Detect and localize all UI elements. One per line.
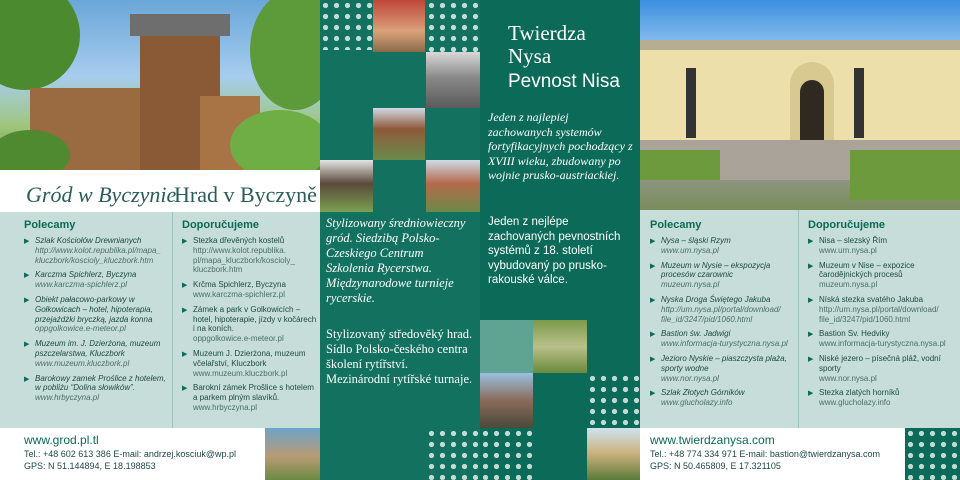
tournament-photo-small: [265, 428, 320, 480]
fortress-photo: [640, 0, 960, 210]
list-item: ▶ Muzeum J. Dzierżona, muzeum včelařství, Kluczbork www.muzeum.kluczbork.pl: [182, 349, 318, 378]
middle-right-text-pl: Jeden z najlepiej zachowanych systemów fortyfikacyjnych pochodzący z XVIII wieku, zbudowany po wojnie prusko-austriackiej.: [488, 110, 633, 183]
list-item: ▶ Krčma Spichlerz, Byczyna www.karczma-spichlerz.pl: [182, 280, 318, 300]
right-pl-list: [650, 236, 796, 413]
list-item: ▶ Nysa – śląski Rzym www.um.nysa.pl: [650, 236, 796, 256]
right-footer-contact: Tel.: +48 774 334 971 E-mail: bastion@twierdzanysa.com: [650, 449, 881, 459]
list-item: ▶ Stezka dřevěných kostelů http://www.kolot.republika. pl/mapa_kluczbork/koscioly_ kluczbork.htm: [182, 236, 318, 275]
right-divider: [798, 210, 799, 428]
castle-photo: [0, 0, 320, 170]
list-item: ▶ Barokowy zamek Proślice z hotelem, w pobliżu “Dolina słowików”. www.hrbyczyna.pl: [24, 374, 170, 403]
dot-pattern: [320, 0, 372, 50]
wooden-church-photo: [373, 108, 425, 160]
list-item: ▶ Níská stezka svatého Jakuba http://um.nysa.pl/portal/download/ file_id/3247/pid/1060.html: [808, 295, 956, 324]
palace-photo: [426, 160, 480, 212]
dot-pattern: [587, 373, 640, 428]
middle-left-text-cz: Stylizovaný středověký hrad. Sídlo Polsko-českého centra školení rytířství. Mezinárodní rytířské turnaje.: [326, 327, 473, 386]
right-cz-header: Doporučujeme: [808, 219, 886, 231]
list-item: ▶ Nyska Droga Świętego Jakuba http://um.nysa.pl/portal/download/ file_id/3247/pid/1060.html: [650, 295, 796, 324]
dot-pattern: [480, 428, 533, 480]
knights-photo: [373, 0, 425, 52]
list-item: ▶ Jezioro Nyskie – piaszczysta plaża, sporty wodne www.nor.nysa.pl: [650, 354, 796, 383]
left-pl-header: Polecamy: [24, 219, 76, 231]
list-item: ▶ Zámek a park v Golkowicích – hotel, hipoterapie, jízdy v kočárech i na koních. oppgolkowice.e-meteor.pl: [182, 305, 318, 344]
list-item: ▶ Muzeum v Nise – expozice čarodějnických procesů muzeum.nysa.pl: [808, 261, 956, 290]
list-item: ▶ Obiekt pałacowo-parkowy w Gołkowicach – hotel, hipoterapia, przejażdżki bryczką, jazda konna oppgolkowice.e-meteor.pl: [24, 295, 170, 334]
list-item: ▶ Muzeum im. J. Dzierżona, muzeum pszczelarstwa, Kluczbork www.muzeum.kluczbork.pl: [24, 339, 170, 368]
dot-pattern: [905, 428, 960, 480]
ceremony-photo: [426, 52, 480, 108]
list-item: ▶ Szlak Złotych Górników www.glucholazy.info: [650, 388, 796, 408]
right-footer-gps: GPS: N 50.465809, E 17.321105: [650, 461, 781, 471]
dot-pattern: [426, 428, 480, 480]
left-divider: [172, 212, 173, 428]
right-cz-list: [808, 236, 956, 413]
reenactment-photo: [587, 428, 640, 480]
left-footer-gps: GPS: N 51.144894, E 18.198853: [24, 461, 156, 471]
list-item: ▶ Nisa – slezský Řím www.um.nysa.pl: [808, 236, 956, 256]
left-pl-list: [24, 236, 170, 408]
left-footer-url[interactable]: www.grod.pl.tl: [24, 433, 99, 447]
crowd-photo: [480, 373, 533, 428]
middle-right-text-cz: Jeden z nejlépe zachovaných pevnostních systémů z 18. století vybudovaný po prusko-rakouské válce.: [488, 216, 621, 287]
list-item: ▶ Bastion Sv. Hedviky www.informacja-turystyczna.nysa.pl: [808, 329, 956, 349]
list-item: ▶ Szlak Kościołów Drewnianych http://www.kolot.republika.pl/mapa_ kluczbork/koscioly_kluczbork.htm: [24, 236, 170, 265]
title-cz: Hrad v Byczyně: [174, 182, 317, 207]
wooden-church-photo-2: [320, 160, 373, 212]
fortress-title-line1: Twierdza: [508, 21, 586, 45]
middle-left-text-pl: Stylizowany średniowieczny gród. Siedzibą Polsko-Czeskiego Centrum Szkolenia Rycerstwa. Międzynarodowe turnieje rycerskie.: [326, 216, 466, 305]
list-item: ▶ Karczma Spichlerz, Byczyna www.karczma-spichlerz.pl: [24, 270, 170, 290]
list-item: ▶ Barokní zámek Prošlice s hotelem a parkem plným slavíků. www.hrbyczyna.pl: [182, 383, 318, 412]
list-item: ▶ Muzeum w Nysie – ekspozycja procesów czarownic muzeum.nysa.pl: [650, 261, 796, 290]
left-cz-header: Doporučujeme: [182, 219, 260, 231]
bastion-aerial-photo: [533, 320, 587, 373]
title-pl: Gród w Byczynie: [26, 182, 177, 207]
fortress-title-line2: Nysa: [508, 44, 552, 68]
dot-pattern: [426, 0, 480, 52]
right-footer-url[interactable]: www.twierdzanysa.com: [650, 433, 775, 447]
list-item: ▶ Stezka zlatých horníků www.glucholazy.info: [808, 388, 956, 408]
teal-block: [480, 320, 533, 373]
left-footer-contact: Tel.: +48 602 613 386 E-mail: andrzej.kosciuk@wp.pl: [24, 449, 237, 459]
left-cz-list: [182, 236, 318, 418]
list-item: ▶ Niské jezero – písečná pláž, vodní sporty www.nor.nysa.pl: [808, 354, 956, 383]
fortress-subtitle: Pevnost Nisa: [508, 71, 620, 92]
list-item: ▶ Bastion św. Jadwigi www.informacja-turystyczna.nysa.pl: [650, 329, 796, 349]
right-pl-header: Polecamy: [650, 219, 702, 231]
